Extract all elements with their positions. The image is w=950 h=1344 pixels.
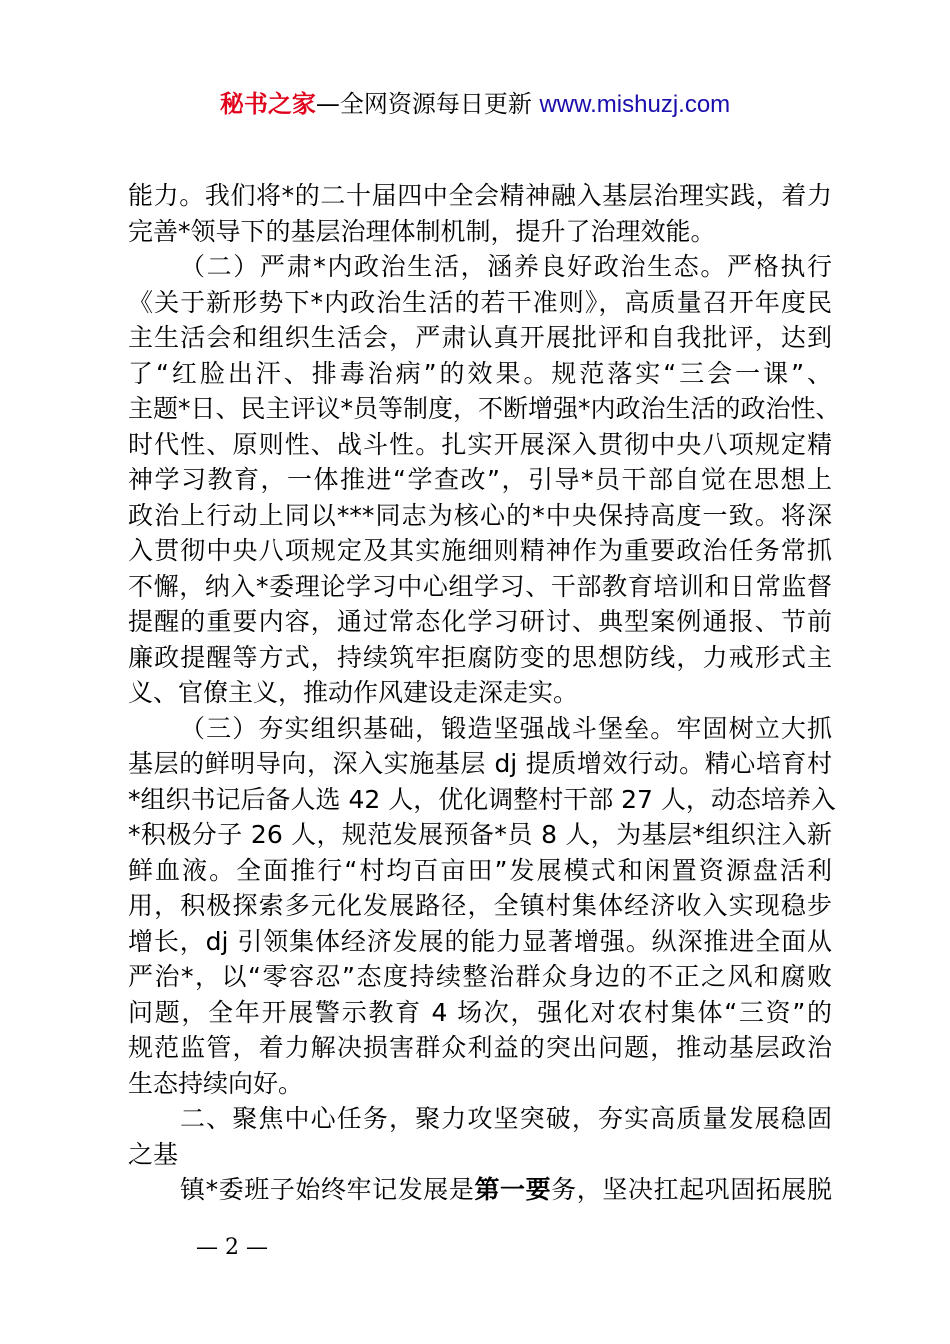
text-line: 了“红脸出汗、排毒治病”的效果。规范落实“三会一课”、	[128, 358, 832, 388]
text-line: 严治*，以“零容忍”态度持续整治群众身边的不正之风和腐败	[128, 962, 832, 991]
text-line: 问题，全年开展警示教育 4 场次，强化对农村集体“三资”的	[128, 997, 832, 1027]
text-run: 镇*委班子始终牢记发展是	[180, 1175, 475, 1204]
brand-name: 秘书之家	[219, 90, 316, 118]
text-line: 廉政提醒等方式，持续筑牢拒腐防变的思想防线，力戒形式主	[128, 642, 832, 672]
section-heading-continued: 之基	[128, 1139, 179, 1169]
text-line: 不懈，纳入*委理论学习中心组学习、干部教育培训和日常监督	[128, 571, 832, 601]
text-line: *积极分子 26 人，规范发展预备*员 8 人，为基层*组织注入新	[128, 820, 832, 849]
text-line: 规范监管，着力解决损害群众利益的突出问题，推动基层政治	[128, 1033, 832, 1062]
paragraph-heading: （三）夯实组织基础，锻造坚强战斗堡垒。牢固树立大抓	[180, 713, 832, 743]
text-line: 完善*领导下的基层治理体制机制，提升了治理效能。	[128, 216, 716, 246]
text-line: 主题*日、民主评议*员等制度，不断增强*内政治生活的政治性、	[128, 394, 841, 423]
text-line: 时代性、原则性、战斗性。扎实开展深入贯彻中央八项规定精	[128, 429, 832, 459]
text-line: 提醒的重要内容，通过常态化学习研讨、典型案例通报、节前	[128, 607, 832, 636]
text-line	[128, 1172, 832, 1208]
text-line: *组织书记后备人选 42 人，优化调整村干部 27 人，动态培养入	[128, 784, 836, 814]
header-tagline: —全网资源每日更新	[315, 90, 540, 118]
document-body	[128, 178, 841, 1208]
text-line: 政治上行动上同以***同志为核心的*中央保持高度一致。将深	[128, 500, 832, 530]
paragraph-heading: （二）严肃*内政治生活，涵养良好政治生态。严格执行	[180, 252, 832, 281]
text-line: 基层的鲜明导向，深入实施基层 dj 提质增效行动。精心培育村	[128, 749, 832, 778]
text-line: 主生活会和组织生活会，严肃认真开展批评和自我批评，达到	[128, 323, 832, 352]
text-line: 生态持续向好。	[128, 1068, 304, 1098]
text-line: 神学习教育，一体推进“学查改”，引导*员干部自觉在思想上	[128, 465, 832, 494]
bold-text-run: 第一要	[474, 1175, 552, 1204]
text-line: 用，积极探索多元化发展路径，全镇村集体经济收入实现稳步	[128, 891, 832, 920]
page-number: — 2 —	[196, 1235, 268, 1260]
site-url[interactable]: www.mishuzj.com	[539, 91, 731, 118]
text-line: 能力。我们将*的二十届四中全会精神融入基层治理实践，着力	[128, 181, 832, 210]
text-line: 《关于新形势下*内政治生活的若干准则》，高质量召开年度民	[128, 287, 832, 317]
text-line: 增长，dj 引领集体经济发展的能力显著增强。纵深推进全面从	[128, 926, 832, 956]
text-run: 务，坚决扛起巩固拓展脱	[551, 1175, 832, 1204]
text-line: 义、官僚主义，推动作风建设走深走实。	[128, 678, 579, 707]
text-line: 入贯彻中央八项规定及其实施细则精神作为重要政治任务常抓	[128, 536, 832, 565]
text-line: 鲜血液。全面推行“村均百亩田”发展模式和闲置资源盘活利	[128, 855, 832, 885]
section-heading: 二、聚焦中心任务，聚力攻坚突破，夯实高质量发展稳固	[180, 1104, 832, 1133]
site-header	[0, 86, 950, 123]
